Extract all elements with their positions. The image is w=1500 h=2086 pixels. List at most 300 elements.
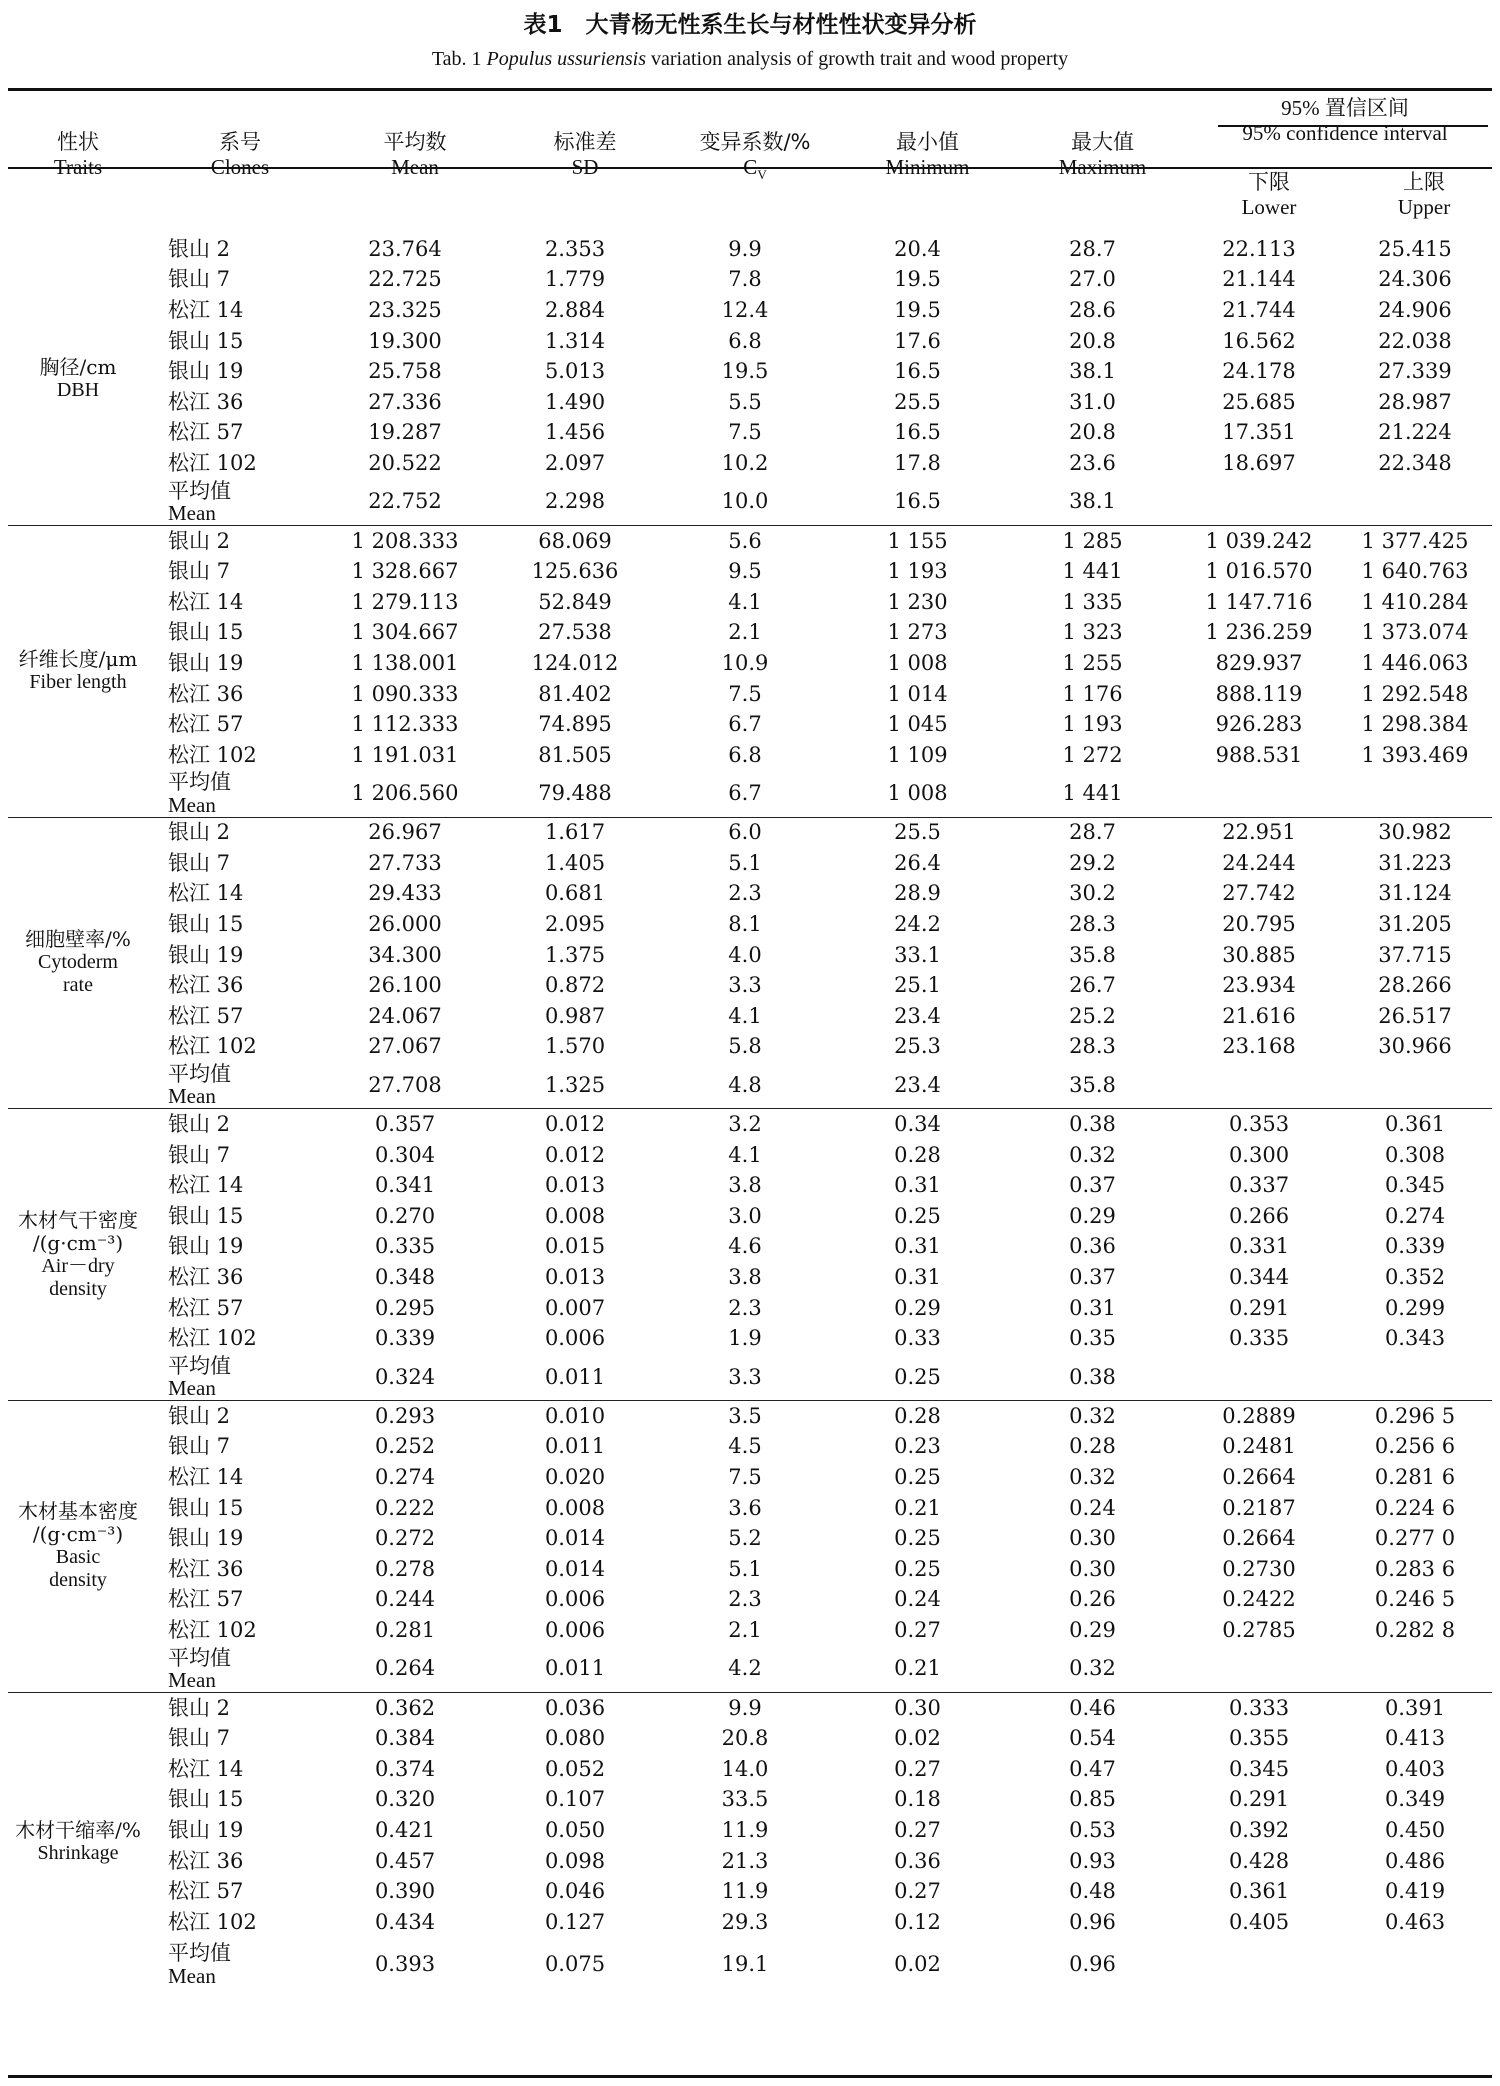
min-cell: 1 230 — [887, 589, 948, 614]
table-row — [8, 587, 1492, 618]
trait-en: Shrinkage — [37, 1842, 119, 1865]
cv-cell: 3.8 — [728, 1265, 762, 1290]
max-cell: 1 323 — [1062, 620, 1123, 645]
header-upper-en: Upper — [1397, 194, 1451, 219]
cv-cell: 3.5 — [660, 1401, 830, 1432]
cv-cell: 9.5 — [728, 559, 762, 584]
clone-cell: 银山 7 — [168, 850, 231, 875]
table-row — [8, 618, 1492, 649]
lower-cell: 0.2664 — [1222, 1464, 1296, 1489]
header-max-en: Maximum — [1058, 154, 1147, 179]
max-cell: 0.93 — [1069, 1848, 1116, 1873]
lower-cell: 0.405 — [1228, 1909, 1290, 1934]
table-row — [8, 1140, 1492, 1171]
lower-cell: 20.795 — [1222, 912, 1296, 937]
mean-row — [8, 771, 1492, 818]
header-sd-cn: 标准差 — [553, 130, 617, 154]
min-cell: 16.5 — [894, 420, 941, 445]
lower-cell: 829.937 — [1215, 650, 1303, 675]
sd-cell: 74.895 — [538, 712, 612, 737]
sd-cell: 0.006 — [544, 1617, 606, 1642]
max-cell: 0.36 — [1069, 1234, 1116, 1259]
clone-cell: 松江 36 — [168, 681, 244, 706]
clone-cell: 松江 102 — [168, 1617, 257, 1642]
min-cell: 0.27 — [894, 1817, 941, 1842]
upper-cell: 0.403 — [1384, 1756, 1446, 1781]
table-row — [8, 1615, 1492, 1646]
trait-en2: density — [49, 1277, 107, 1300]
clone-cell: 松江 36 — [168, 1556, 244, 1581]
mean-label-en: Mean — [168, 792, 216, 817]
lower-cell: 0.2785 — [1222, 1617, 1296, 1642]
table-row — [8, 1232, 1492, 1263]
caption-species: Populus ussuriensis — [486, 48, 647, 70]
cv-cell: 5.8 — [728, 1034, 762, 1059]
upper-cell: 0.283 6 — [1374, 1556, 1456, 1581]
header-traits-en: Traits — [53, 154, 103, 179]
max-cell: 28.7 — [1069, 236, 1116, 261]
upper-cell: 1 410.284 — [1361, 589, 1469, 614]
lower-cell: 0.291 — [1228, 1295, 1290, 1320]
min-cell: 0.18 — [894, 1787, 941, 1812]
sd-cell: 1.570 — [544, 1034, 606, 1059]
header-cv-cn: 变异系数/% — [699, 130, 811, 154]
upper-cell: 0.343 — [1384, 1326, 1446, 1351]
clone-cell: 松江 102 — [168, 1034, 257, 1059]
cv-cell: 1.9 — [728, 1326, 762, 1351]
mean-cell: 0.295 — [374, 1295, 436, 1320]
sd-cell: 0.014 — [544, 1556, 606, 1581]
clone-cell: 银山 19 — [168, 1526, 244, 1551]
max-cell: 0.32 — [1005, 1401, 1180, 1432]
upper-cell: 0.224 6 — [1374, 1495, 1456, 1520]
sd-cell: 124.012 — [531, 650, 619, 675]
clone-cell: 银山 15 — [168, 912, 244, 937]
table-row — [8, 848, 1492, 879]
max-cell: 0.96 — [1069, 1952, 1116, 1976]
mean-cell: 1 138.001 — [351, 650, 459, 675]
sd-cell: 52.849 — [538, 589, 612, 614]
upper-cell: 31.124 — [1378, 881, 1452, 906]
empty-cell — [1180, 1646, 1338, 1693]
clone-cell: 银山 7 — [168, 1434, 231, 1459]
mean-cell: 1 304.667 — [351, 620, 459, 645]
table-row — [8, 556, 1492, 587]
trait-en: Cytoderm — [38, 951, 118, 974]
clone-cell: 松江 36 — [168, 389, 244, 414]
mean-cell: 0.252 — [374, 1434, 436, 1459]
sd-cell: 0.127 — [544, 1909, 606, 1934]
min-cell: 0.31 — [894, 1173, 941, 1198]
mean-label-cn: 平均值 — [168, 1353, 231, 1378]
sd-cell: 79.488 — [538, 781, 612, 805]
sd-cell: 125.636 — [531, 559, 619, 584]
header-cv-en: $C_V$ — [743, 154, 767, 182]
mean-label-en: Mean — [168, 1963, 216, 1988]
lower-cell: 17.351 — [1222, 420, 1296, 445]
table-row — [8, 1462, 1492, 1493]
upper-cell: 0.256 6 — [1374, 1434, 1456, 1459]
cv-cell: 8.1 — [728, 912, 762, 937]
table-row — [8, 1785, 1492, 1816]
table-row — [8, 1585, 1492, 1616]
max-cell: 28.3 — [1069, 1034, 1116, 1059]
min-cell: 0.25 — [894, 1556, 941, 1581]
max-cell: 35.8 — [1069, 1072, 1116, 1097]
mean-cell: 0.390 — [374, 1879, 436, 1904]
upper-cell: 1 446.063 — [1361, 650, 1469, 675]
min-cell: 0.34 — [830, 1109, 1005, 1140]
table-row — [8, 1109, 1492, 1140]
upper-cell: 0.339 — [1384, 1234, 1446, 1259]
trait-en: DBH — [56, 379, 100, 402]
clone-cell: 银山 2 — [148, 1401, 320, 1432]
mean-cell: 22.725 — [368, 267, 442, 292]
upper-cell: 31.223 — [1378, 850, 1452, 875]
clone-cell: 松江 36 — [168, 1848, 244, 1873]
header-ci-en: 95% confidence interval — [1242, 120, 1448, 145]
min-cell: 0.27 — [894, 1879, 941, 1904]
mean-cell: 1 208.333 — [320, 525, 490, 556]
header-ci — [1190, 96, 1500, 146]
mean-cell: 1 191.031 — [351, 742, 459, 767]
header-upper — [1348, 170, 1500, 220]
max-cell: 0.31 — [1069, 1295, 1116, 1320]
lower-cell: 21.616 — [1222, 1003, 1296, 1028]
upper-cell: 0.361 — [1338, 1109, 1492, 1140]
table-caption-cn: 表1 大青杨无性系生长与材性性状变异分析 — [523, 12, 977, 38]
max-cell: 0.26 — [1069, 1587, 1116, 1612]
upper-cell: 31.205 — [1378, 912, 1452, 937]
upper-cell: 0.282 8 — [1374, 1617, 1456, 1642]
clone-cell: 松江 14 — [168, 1464, 244, 1489]
max-cell: 0.38 — [1005, 1109, 1180, 1140]
upper-cell: 0.419 — [1384, 1879, 1446, 1904]
sd-cell: 81.505 — [538, 742, 612, 767]
sd-cell: 0.872 — [544, 973, 606, 998]
cv-cell: 10.0 — [721, 489, 769, 514]
upper-cell: 0.352 — [1384, 1265, 1446, 1290]
cv-cell: 7.5 — [728, 420, 762, 445]
clone-cell: 银山 19 — [168, 650, 244, 675]
mean-cell: 27.067 — [368, 1034, 442, 1059]
upper-cell: 0.463 — [1384, 1909, 1446, 1934]
clone-cell: 银山 2 — [148, 817, 320, 848]
max-cell: 0.32 — [1069, 1142, 1116, 1167]
min-cell: 25.5 — [894, 389, 941, 414]
lower-cell: 0.392 — [1228, 1817, 1290, 1842]
data-table — [8, 234, 1492, 1992]
trait-label — [8, 817, 148, 1109]
lower-cell: 888.119 — [1215, 681, 1303, 706]
clone-cell: 松江 102 — [168, 1326, 257, 1351]
sd-cell: 0.011 — [544, 1656, 606, 1681]
sd-cell: 5.013 — [544, 359, 606, 384]
trait-label — [8, 234, 148, 525]
min-cell: 1 008 — [887, 781, 948, 805]
lower-cell: 24.178 — [1222, 359, 1296, 384]
cv-cell: 5.2 — [728, 1526, 762, 1551]
mean-label-en: Mean — [168, 500, 216, 525]
sd-cell: 81.402 — [538, 681, 612, 706]
header-min-en: Minimum — [885, 154, 970, 179]
lower-cell: 0.300 — [1228, 1142, 1290, 1167]
mean-cell: 34.300 — [368, 942, 442, 967]
sd-cell: 2.353 — [544, 236, 606, 261]
max-cell: 0.37 — [1069, 1265, 1116, 1290]
upper-cell: 24.906 — [1378, 297, 1452, 322]
sd-cell: 1.405 — [544, 850, 606, 875]
cv-cell: 6.8 — [728, 742, 762, 767]
cv-cell: 3.0 — [728, 1203, 762, 1228]
min-cell: 28.9 — [894, 881, 941, 906]
table-row — [8, 879, 1492, 910]
sd-cell: 0.006 — [544, 1326, 606, 1351]
trait-cn: 纤维长度/μm — [18, 647, 138, 672]
min-cell: 0.27 — [894, 1756, 941, 1781]
sd-cell: 0.013 — [544, 1265, 606, 1290]
upper-cell: 30.982 — [1338, 817, 1492, 848]
table-row — [8, 679, 1492, 710]
clone-cell: 银山 19 — [168, 1817, 244, 1842]
mean-cell: 1 279.113 — [351, 589, 459, 614]
trait-en: Fiber length — [29, 671, 127, 694]
cv-cell: 19.1 — [721, 1952, 769, 1976]
mean-cell: 1 112.333 — [351, 712, 459, 737]
max-cell: 30.2 — [1069, 881, 1116, 906]
table-row — [8, 1754, 1492, 1785]
lower-cell: 0.355 — [1228, 1726, 1290, 1751]
mean-cell: 22.752 — [368, 489, 442, 514]
table-row — [8, 1846, 1492, 1877]
min-cell: 0.33 — [894, 1326, 941, 1351]
mean-cell: 0.339 — [374, 1326, 436, 1351]
lower-cell: 21.144 — [1222, 267, 1296, 292]
trait-cn: 木材基本密度 — [18, 1499, 138, 1524]
min-cell: 0.31 — [894, 1265, 941, 1290]
max-cell: 25.2 — [1069, 1003, 1116, 1028]
clone-cell: 银山 2 — [168, 236, 231, 261]
cv-cell: 5.5 — [728, 389, 762, 414]
upper-cell: 0.281 6 — [1374, 1464, 1456, 1489]
clone-cell: 松江 14 — [168, 1756, 244, 1781]
cv-cell: 3.3 — [728, 1364, 762, 1389]
table-row — [8, 1170, 1492, 1201]
min-cell: 0.21 — [894, 1495, 941, 1520]
max-cell: 1 441 — [1062, 559, 1123, 584]
max-cell: 1 335 — [1062, 589, 1123, 614]
lower-cell: 0.345 — [1228, 1756, 1290, 1781]
mean-cell: 0.457 — [374, 1848, 436, 1873]
max-cell: 0.28 — [1069, 1434, 1116, 1459]
max-cell: 1 272 — [1062, 742, 1123, 767]
lower-cell: 0.361 — [1228, 1879, 1290, 1904]
header-traits — [8, 130, 148, 180]
clone-cell: 银山 7 — [168, 1726, 231, 1751]
table-row — [8, 265, 1492, 296]
cv-cell: 33.5 — [721, 1787, 769, 1812]
mean-cell: 0.362 — [320, 1692, 490, 1723]
header-mean-cn: 平均数 — [383, 130, 447, 154]
upper-cell: 22.038 — [1378, 328, 1452, 353]
sd-cell: 0.052 — [544, 1756, 606, 1781]
sd-cell: 0.098 — [544, 1848, 606, 1873]
upper-cell: 1 373.074 — [1361, 620, 1469, 645]
min-cell: 0.30 — [830, 1692, 1005, 1723]
header-clones — [160, 130, 320, 180]
table-row — [8, 234, 1492, 265]
upper-cell: 37.715 — [1378, 942, 1452, 967]
lower-cell: 0.291 — [1228, 1787, 1290, 1812]
min-cell: 0.23 — [894, 1434, 941, 1459]
clone-cell: 银山 19 — [168, 359, 244, 384]
trait-label — [8, 1109, 148, 1401]
min-cell: 16.5 — [894, 359, 941, 384]
cv-cell: 4.2 — [728, 1656, 762, 1681]
max-cell: 26.7 — [1069, 973, 1116, 998]
sd-cell: 1.375 — [544, 942, 606, 967]
mean-cell: 0.270 — [374, 1203, 436, 1228]
mean-cell: 26.100 — [368, 973, 442, 998]
upper-cell: 0.345 — [1384, 1173, 1446, 1198]
sd-cell: 2.095 — [544, 912, 606, 937]
sd-cell: 0.006 — [544, 1587, 606, 1612]
cv-cell: 4.6 — [728, 1234, 762, 1259]
max-cell: 28.6 — [1069, 297, 1116, 322]
trait-label — [8, 1692, 148, 1991]
max-cell: 1 193 — [1062, 712, 1123, 737]
cv-cell: 11.9 — [721, 1879, 769, 1904]
sd-cell: 0.015 — [544, 1234, 606, 1259]
sd-cell: 1.456 — [544, 420, 606, 445]
sd-cell: 0.012 — [490, 1109, 660, 1140]
cv-cell: 5.6 — [660, 525, 830, 556]
cv-cell: 6.7 — [728, 712, 762, 737]
max-cell: 1 285 — [1005, 525, 1180, 556]
trait-en2: rate — [63, 974, 93, 997]
mean-row — [8, 1646, 1492, 1693]
cv-cell: 11.9 — [721, 1817, 769, 1842]
min-cell: 25.5 — [830, 817, 1005, 848]
sd-cell: 2.884 — [544, 297, 606, 322]
max-cell: 0.30 — [1069, 1526, 1116, 1551]
min-cell: 24.2 — [894, 912, 941, 937]
mean-cell: 0.357 — [320, 1109, 490, 1140]
clone-cell: 松江 14 — [168, 1173, 244, 1198]
cv-cell: 4.8 — [728, 1072, 762, 1097]
sd-cell: 68.069 — [490, 525, 660, 556]
lower-cell: 0.2730 — [1222, 1556, 1296, 1581]
max-cell: 35.8 — [1069, 942, 1116, 967]
mean-row — [8, 1062, 1492, 1109]
table-row — [8, 1907, 1492, 1938]
cv-cell: 7.8 — [728, 267, 762, 292]
header-mean — [330, 130, 500, 180]
mean-cell: 0.278 — [374, 1556, 436, 1581]
min-cell: 1 109 — [887, 742, 948, 767]
max-cell: 0.54 — [1069, 1726, 1116, 1751]
upper-cell: 1 393.469 — [1361, 742, 1469, 767]
lower-cell: 23.168 — [1222, 1034, 1296, 1059]
mean-row — [8, 479, 1492, 526]
min-cell: 0.29 — [894, 1295, 941, 1320]
lower-cell: 1 016.570 — [1205, 559, 1313, 584]
table-row — [8, 1032, 1492, 1063]
mean-row — [8, 1354, 1492, 1401]
upper-cell: 0.308 — [1384, 1142, 1446, 1167]
mean-cell: 0.393 — [374, 1952, 436, 1976]
cv-cell: 6.0 — [660, 817, 830, 848]
min-cell: 23.4 — [894, 1003, 941, 1028]
mean-label — [148, 479, 320, 526]
max-cell: 0.46 — [1005, 1692, 1180, 1723]
sd-cell: 0.011 — [544, 1434, 606, 1459]
min-cell: 0.25 — [894, 1464, 941, 1489]
upper-cell: 0.413 — [1384, 1726, 1446, 1751]
sd-cell: 0.012 — [544, 1142, 606, 1167]
table-row — [8, 1201, 1492, 1232]
sd-cell: 0.020 — [544, 1464, 606, 1489]
mean-cell: 23.764 — [368, 236, 442, 261]
sd-cell: 0.987 — [544, 1003, 606, 1028]
cv-cell: 29.3 — [721, 1909, 769, 1934]
table-row — [8, 1493, 1492, 1524]
lower-cell: 0.266 — [1228, 1203, 1290, 1228]
mean-cell: 0.244 — [374, 1587, 436, 1612]
cv-cell: 6.8 — [728, 328, 762, 353]
empty-cell — [1180, 1062, 1338, 1109]
lower-cell: 0.428 — [1228, 1848, 1290, 1873]
max-cell: 0.48 — [1069, 1879, 1116, 1904]
min-cell: 17.8 — [894, 450, 941, 475]
clone-cell: 银山 15 — [168, 1203, 244, 1228]
clone-cell: 松江 57 — [168, 1295, 244, 1320]
cv-cell: 6.7 — [728, 781, 762, 805]
table-caption-en — [0, 48, 1500, 71]
mean-cell: 19.287 — [368, 420, 442, 445]
mean-cell: 0.272 — [374, 1526, 436, 1551]
empty-cell — [1338, 1062, 1492, 1109]
sd-cell: 1.779 — [544, 267, 606, 292]
cv-cell: 20.8 — [721, 1726, 769, 1751]
sd-cell: 0.080 — [544, 1726, 606, 1751]
cv-cell: 3.2 — [660, 1109, 830, 1140]
sd-cell: 0.008 — [544, 1495, 606, 1520]
upper-cell: 0.277 0 — [1374, 1526, 1456, 1551]
upper-cell: 27.339 — [1378, 359, 1452, 384]
clone-cell: 松江 102 — [168, 450, 257, 475]
sd-cell: 0.008 — [544, 1203, 606, 1228]
table-row — [8, 740, 1492, 771]
min-cell: 25.3 — [894, 1034, 941, 1059]
lower-cell: 0.335 — [1228, 1326, 1290, 1351]
lower-cell: 0.331 — [1228, 1234, 1290, 1259]
mean-cell: 20.522 — [368, 450, 442, 475]
mean-label — [148, 1062, 320, 1109]
mean-label-cn: 平均值 — [168, 1941, 231, 1966]
lower-cell: 22.951 — [1180, 817, 1338, 848]
max-cell: 0.29 — [1069, 1617, 1116, 1642]
empty-cell — [1338, 771, 1492, 818]
cv-cell: 7.5 — [728, 1464, 762, 1489]
mean-label-cn: 平均值 — [168, 1645, 231, 1670]
trait-en: Air－dry — [41, 1254, 115, 1277]
upper-cell: 0.296 5 — [1338, 1401, 1492, 1432]
cv-cell: 5.1 — [728, 850, 762, 875]
cv-cell: 9.9 — [660, 1692, 830, 1723]
clone-cell: 银山 2 — [148, 525, 320, 556]
header-min-cn: 最小值 — [896, 130, 959, 154]
